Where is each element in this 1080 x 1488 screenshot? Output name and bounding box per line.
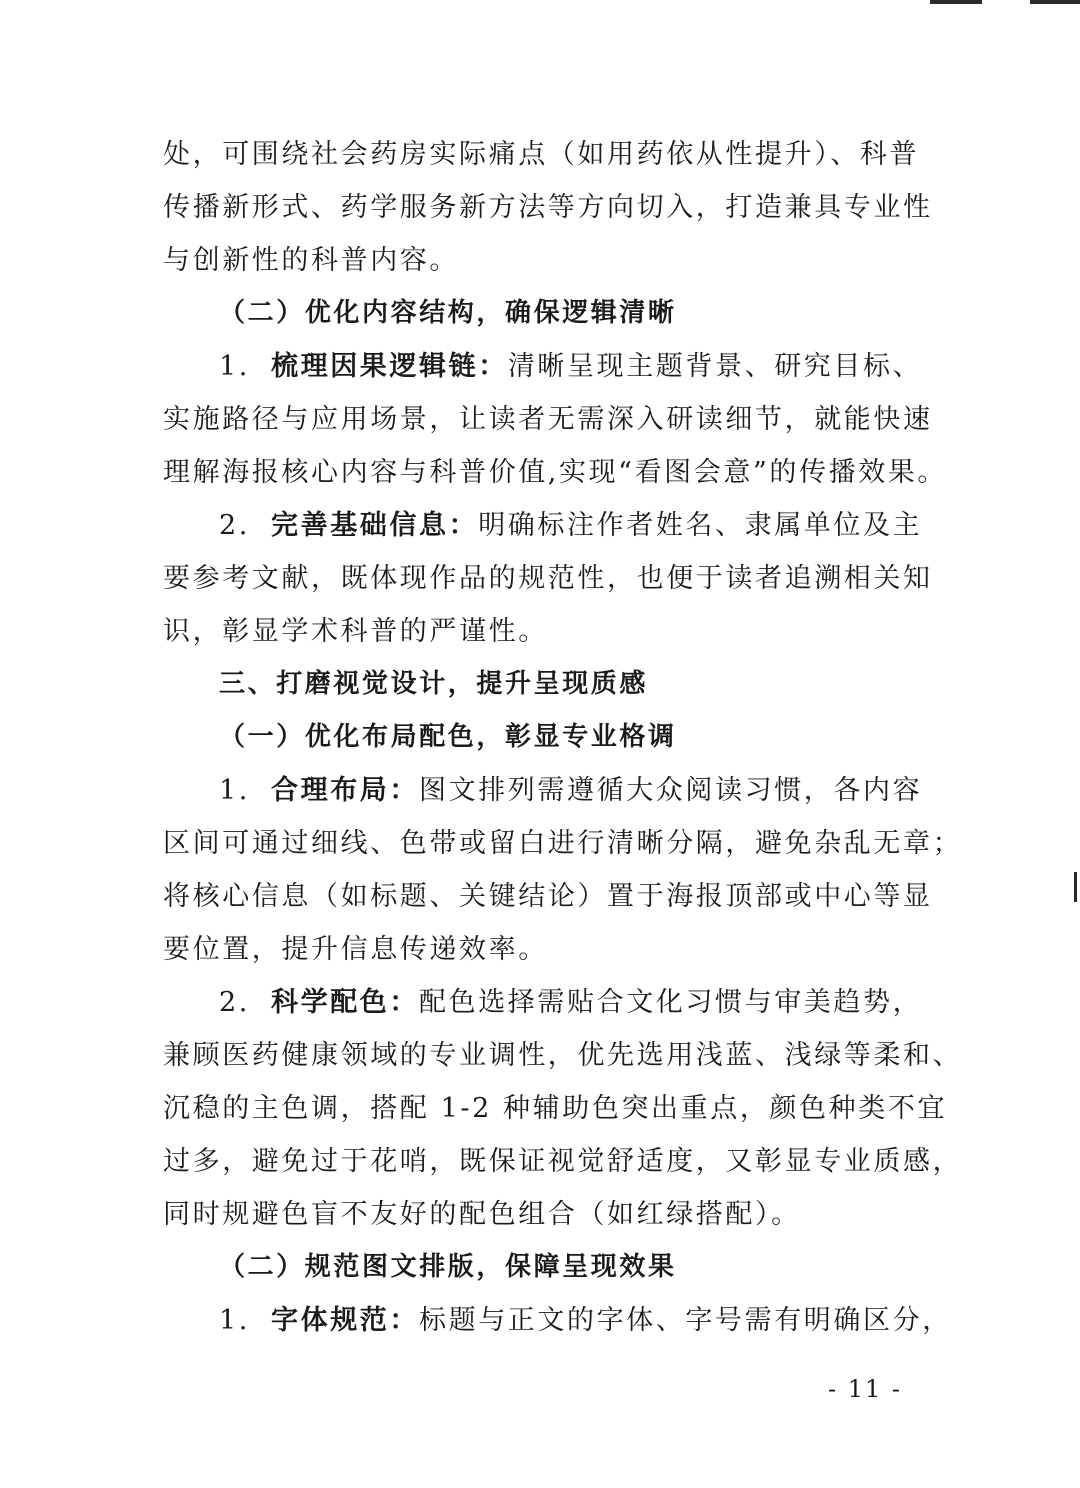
body-text-line: 传播新形式、药学服务新方法等方向切入，打造兼具专业性: [163, 192, 933, 223]
item-text: 标题与正文的字体、字号需有明确区分，: [419, 1305, 952, 1336]
numbered-item-first-line: [163, 499, 923, 552]
item-label: 合理布局：: [271, 775, 419, 806]
numbered-item-first-line: [163, 764, 923, 817]
section-heading: （二）优化内容结构，确保逻辑清晰: [219, 298, 677, 328]
item-text: 配色选择需贴合文化习惯与审美趋势，: [419, 987, 923, 1018]
body-text-line: 同时规避色盲不友好的配色组合（如红绿搭配）。: [163, 1199, 801, 1230]
body-text-line: 要位置，提升信息传递效率。: [163, 934, 548, 965]
item-number: 2.: [219, 510, 250, 541]
numbered-item-first-line: [163, 976, 923, 1029]
item-label: 科学配色：: [271, 987, 419, 1018]
body-text-line: 识，彰显学术科普的严谨性。: [163, 616, 548, 647]
body-text-line: 将核心信息（如标题、关键结论）置于海报顶部或中心等显: [163, 881, 933, 912]
body-text-line: 要参考文献，既体现作品的规范性，也便于读者追溯相关知: [163, 563, 933, 594]
body-text-line: 实施路径与应用场景，让读者无需深入研读细节，就能快速: [163, 404, 933, 435]
body-text-line: 区间可通过细线、色带或留白进行清晰分隔，避免杂乱无章；: [163, 828, 963, 859]
body-text-line: 理解海报核心内容与科普价值,实现“看图会意”的传播效果。: [163, 457, 947, 488]
item-text: 清晰呈现主题背景、研究目标、: [507, 351, 923, 382]
body-text-line: 沉稳的主色调，搭配 1-2 种辅助色突出重点，颜色种类不宜: [163, 1093, 948, 1124]
section-heading: 三、打磨视觉设计，提升呈现质感: [219, 669, 649, 699]
page-number: - 11 -: [827, 1375, 902, 1403]
item-label: 梳理因果逻辑链：: [271, 351, 508, 382]
item-text: 图文排列需遵循大众阅读习惯，各内容: [419, 775, 923, 806]
numbered-item-first-line: [163, 1294, 952, 1347]
section-heading: （一）优化布局配色，彰显专业格调: [219, 722, 677, 752]
item-text: 明确标注作者姓名、隶属单位及主: [478, 510, 923, 541]
scan-mark-right: [1074, 872, 1077, 902]
section-heading: （二）规范图文排版，保障呈现效果: [219, 1252, 677, 1282]
body-text-line: 兼顾医药健康领域的专业调性，优先选用浅蓝、浅绿等柔和、: [163, 1040, 963, 1071]
numbered-item-first-line: [163, 340, 923, 393]
body-text-line: 过多，避免过于花哨，既保证视觉舒适度，又彰显专业质感，: [163, 1146, 963, 1177]
item-label: 字体规范：: [271, 1305, 419, 1336]
item-number: 1.: [219, 1305, 250, 1336]
document-body: [163, 128, 963, 1347]
item-number: 2.: [219, 987, 250, 1018]
scan-mark-top: [930, 0, 982, 4]
body-text-line: 与创新性的科普内容。: [163, 245, 459, 276]
item-number: 1.: [219, 775, 250, 806]
item-label: 完善基础信息：: [271, 510, 479, 541]
item-number: 1.: [219, 351, 250, 382]
scan-mark-top-right: [1030, 0, 1080, 4]
body-text-line: 处，可围绕社会药房实际痛点（如用药依从性提升）、科普: [163, 139, 920, 170]
